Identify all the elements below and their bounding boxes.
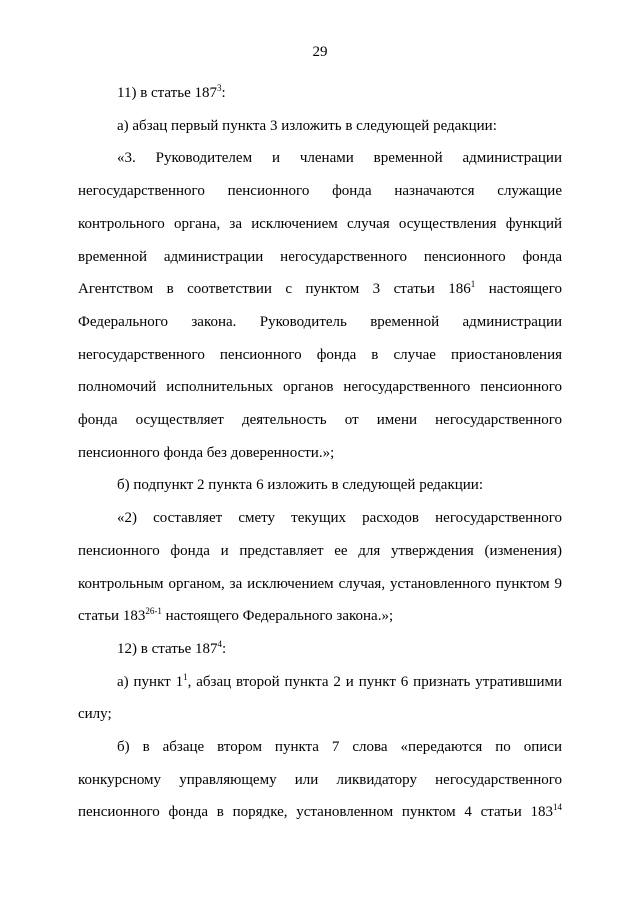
paragraph-subitem-b-12 bbox=[78, 731, 562, 829]
paragraph-text: настоящего Федерального закона. Руководитель временной администрации негосударственного пенсионного фонда в случае приостановления полномочий исполнительных органов негосударственного пенсионного фонда осуществляет деятельность от имени негосударственного пенсионного фонда без доверенности.»; bbox=[78, 281, 562, 461]
superscript: 1 bbox=[470, 279, 476, 290]
superscript: 1 bbox=[183, 671, 188, 682]
paragraph-text: 11) в статье 187 bbox=[117, 85, 217, 101]
paragraph-text: 12) в статье 187 bbox=[117, 640, 218, 657]
paragraph-text: : bbox=[222, 640, 227, 657]
paragraph-text: : bbox=[221, 85, 226, 101]
superscript: 14 bbox=[553, 802, 562, 813]
paragraph-text: , абзац второй пункта 2 и пункт 6 признать утратившими силу; bbox=[78, 673, 562, 723]
page-number: 29 bbox=[312, 44, 328, 60]
superscript: 3 bbox=[217, 83, 222, 93]
paragraph-quote-point-3 bbox=[78, 142, 562, 469]
paragraph-subitem-a-12 bbox=[78, 666, 562, 731]
paragraph-item-11 bbox=[78, 77, 562, 110]
superscript: 4 bbox=[217, 638, 223, 649]
paragraph-quote-subpoint-2 bbox=[78, 502, 562, 633]
paragraph-item-12 bbox=[78, 633, 562, 666]
superscript: 26-1 bbox=[145, 606, 162, 617]
paragraph-text: настоящего Федерального закона.»; bbox=[161, 608, 394, 625]
paragraph-text: «2) составляет смету текущих расходов негосударственного пенсионного фонда и представляет ее для утверждения (изменения) контрольным органом, за исключением случая, установленного пунктом 9 статьи 183 bbox=[78, 510, 562, 625]
paragraph-subitem-b: б) подпункт 2 пункта 6 изложить в следующей редакции: bbox=[117, 477, 483, 494]
paragraph-subitem-a: а) абзац первый пункта 3 изложить в следующей редакции: bbox=[117, 117, 497, 134]
paragraph-text: б) в абзаце втором пункта 7 слова «передаются по описи конкурсному управляющему или ликвидатору негосударственного пенсионного фонда в порядке, установленном пунктом 4 статьи 183 bbox=[78, 739, 562, 821]
document-body bbox=[78, 77, 562, 829]
paragraph-text: «3. Руководителем и членами временной администрации негосударственного пенсионного фонда назначаются служащие контрольного органа, за исключением случая осуществления функций временной администрации негосударственного пенсионного фонда Агентством в соответствии с пунктом 3 статьи 186 bbox=[78, 150, 562, 298]
paragraph-text: а) пункт 1 bbox=[117, 673, 184, 690]
